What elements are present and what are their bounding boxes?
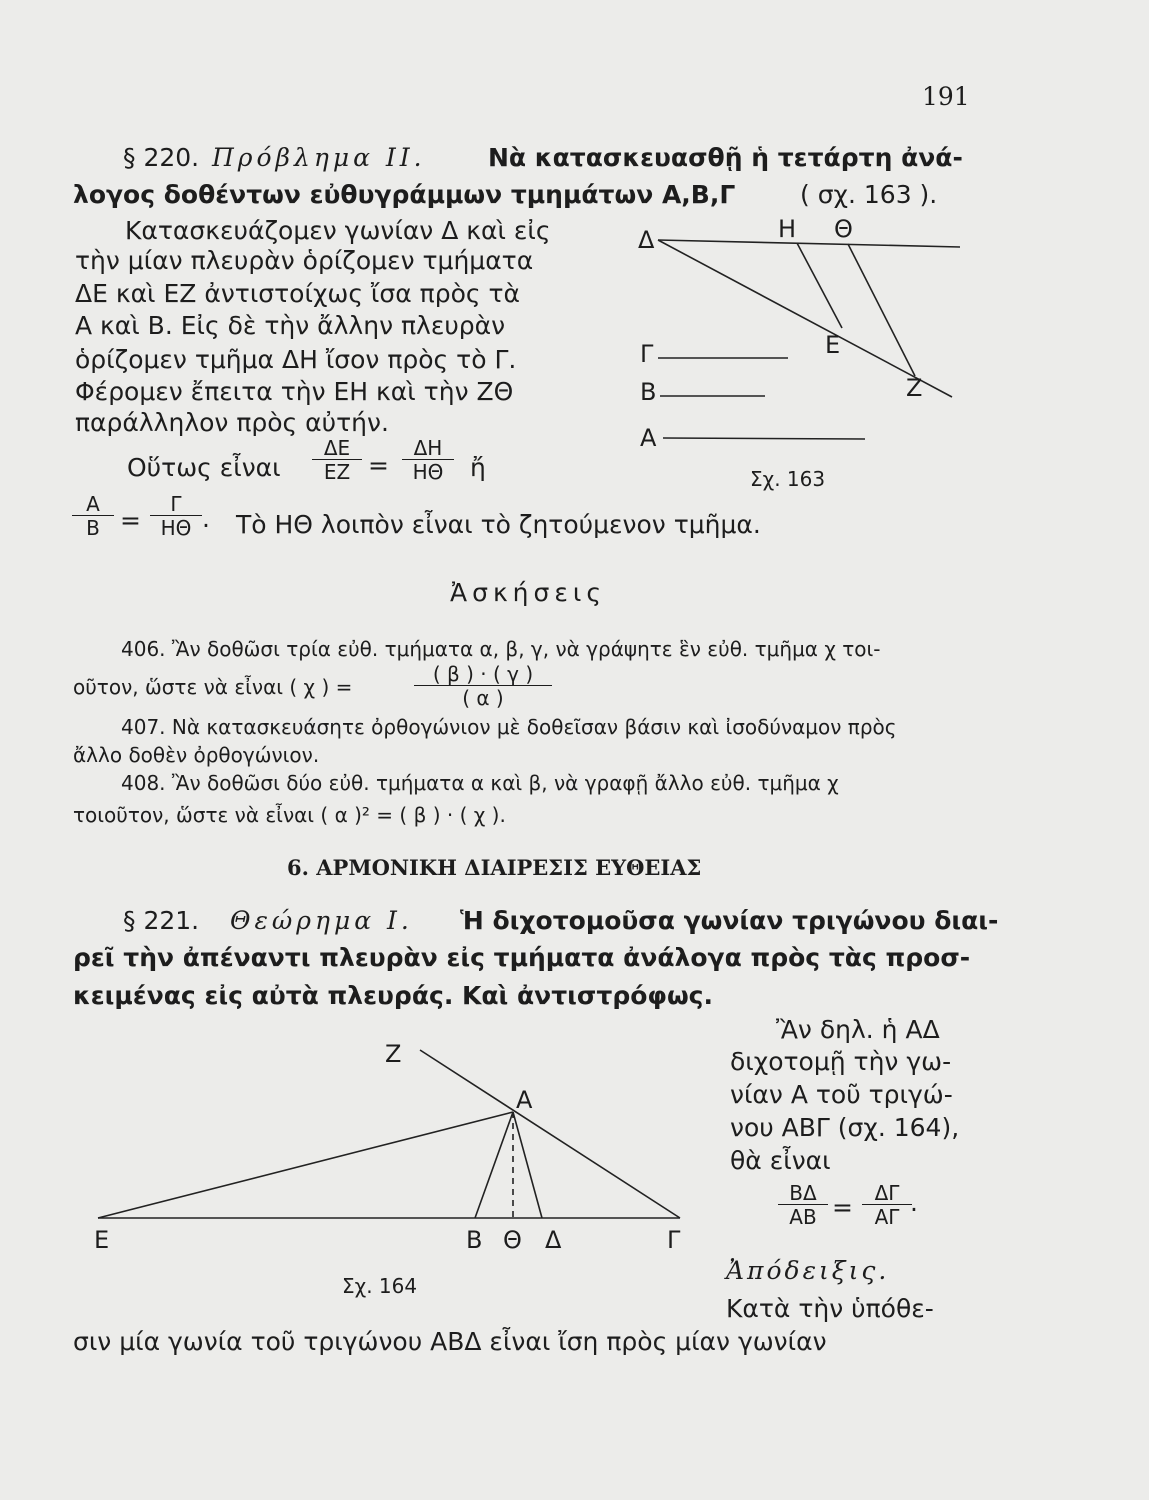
equals-sign-3: = (832, 1193, 853, 1222)
fraction-bd-ab: $\frac{B\Delta}{AB}$ (778, 1183, 828, 1227)
exercise-407-line-2: ἄλλο δοθὲν ὀρθογώνιον. (73, 743, 320, 767)
fraction-dg-ag: $\frac{\Delta\Gamma}{A\Gamma}$ (862, 1183, 912, 1227)
fraction-dot: . (202, 504, 210, 533)
section-220-number: § 220. (123, 143, 200, 172)
section-220-line-7: παράλληλον πρὸς αὐτήν. (75, 408, 389, 437)
fig163-segment-a (663, 438, 865, 439)
section-220-line-1: Κατασκευάζομεν γωνίαν Δ καὶ εἰς (125, 216, 551, 245)
section-220-line-5: ὁρίζομεν τμῆμα ΔΗ ἴσον πρὸς τὸ Γ. (75, 345, 517, 374)
fig164-side-ab (475, 1112, 513, 1218)
equals-sign-2: = (120, 506, 141, 535)
section-220-statement-b: λογος δοθέντων εὐθυγράμμων τμημάτων Α,Β,Γ (73, 180, 736, 209)
section-221-number: § 221. (123, 906, 200, 935)
exercise-406-line-2: οῦτον, ὥστε νὰ εἶναι ( χ ) = (73, 675, 353, 699)
fig164-label-a: Α (516, 1086, 533, 1114)
fig163-upper-ray (658, 240, 960, 247)
section-220-kind: Πρόβλημα ΙΙ. (212, 143, 426, 172)
fig163-label-e: Ε (825, 331, 841, 359)
fraction-dot-2: . (910, 1188, 918, 1217)
fig163-label-z: Ζ (906, 374, 923, 402)
proof-title: Ἀπόδειξις. (726, 1256, 890, 1285)
section-220-statement-a: Νὰ κατασκευασθῇ ἡ τετάρτη ἀνά- (488, 143, 963, 172)
side-line-3: νίαν Α τοῦ τριγώ- (730, 1080, 953, 1109)
fig164-label-th: Θ (503, 1226, 522, 1254)
fig164-line-zg (420, 1050, 680, 1218)
exercise-408-line-2: τοιοῦτον, ὥστε νὰ εἶναι ( α )² = ( β ) · ( χ ). (73, 803, 506, 827)
fig163-label-g: Γ (640, 340, 654, 368)
fig164-label-e: Ε (94, 1226, 110, 1254)
figure-163 (620, 210, 980, 500)
side-line-2: διχοτομῇ τὴν γω- (730, 1047, 952, 1076)
section-220-conclusion: Τὸ ΗΘ λοιπὸν εἶναι τὸ ζητούμενον τμῆμα. (236, 510, 761, 539)
side-line-4: νου ΑΒΓ (σχ. 164), (730, 1113, 960, 1142)
or-word: ἤ (470, 453, 486, 482)
fraction-dh-hth: $\frac{\Delta H}{H\Theta}$ (402, 438, 454, 482)
proof-line-2: σιν μία γωνία τοῦ τριγώνου ΑΒΔ εἶναι ἴση πρὸς μίαν γωνίαν (73, 1327, 827, 1356)
equals-sign: = (368, 451, 389, 480)
exercise-406-fraction: $\frac{( \beta ) \cdot ( \gamma )}{( \alpha )}$ (414, 664, 552, 708)
fig163-label-b: Β (640, 378, 657, 406)
section-221-kind: Θεώρημα Ι. (230, 906, 413, 935)
fraction-a-b: $\frac{A}{B}$ (72, 494, 114, 538)
so-text: Οὕτως εἶναι (127, 453, 281, 482)
fraction-g-hth: $\frac{\Gamma}{H\Theta}$ (150, 494, 202, 538)
fig163-line-zth (848, 244, 915, 376)
proof-line-1: Κατὰ τὴν ὑπόθε- (726, 1294, 934, 1323)
side-line-5: θὰ εἶναι (730, 1146, 831, 1175)
section-221-statement-b: ρεῖ τὴν ἀπέναντι πλευρὰν εἰς τμήματα ἀνάλογα πρὸς τὰς προσ- (73, 943, 971, 972)
section-220-line-4: Α καὶ Β. Εἰς δὲ τὴν ἄλλην πλευρὰν (75, 311, 506, 340)
exercise-407-line-1: 407. Νὰ κατασκευάσητε ὀρθογώνιον μὲ δοθεῖσαν βάσιν καὶ ἰσοδύναμον πρὸς (121, 715, 897, 739)
section-221-statement-c: κειμένας εἰς αὐτὰ πλευράς. Καὶ ἀντιστρόφως. (73, 981, 714, 1010)
section-220-line-6: Φέρομεν ἔπειτα τὴν ΕΗ καὶ τὴν ΖΘ (75, 377, 514, 406)
fig163-label-a: Α (640, 424, 657, 452)
side-line-1: Ἂν δηλ. ἡ ΑΔ (776, 1015, 940, 1044)
section-220-line-3: ΔΕ καὶ ΕΖ ἀντιστοίχως ἴσα πρὸς τὰ (75, 279, 521, 308)
section-220-fig-ref: ( σχ. 163 ). (800, 180, 938, 209)
fig163-caption: Σχ. 163 (750, 467, 826, 491)
exercise-406-line-1: 406. Ἂν δοθῶσι τρία εὐθ. τμήματα α, β, γ, νὰ γράψητε ἓν εὐθ. τμῆμα χ τοι- (121, 637, 881, 661)
fig163-line-eh (797, 243, 842, 328)
fraction-de-ez: $\frac{\Delta E}{EZ}$ (312, 438, 362, 482)
fig164-label-d: Δ (545, 1226, 562, 1254)
fig164-bisector-ad (513, 1112, 542, 1218)
fig164-label-b: Β (466, 1226, 483, 1254)
fig164-line-ea (98, 1112, 513, 1218)
fig163-label-d: Δ (638, 226, 655, 254)
fig163-label-h: Η (778, 215, 797, 243)
exercise-408-line-1: 408. Ἂν δοθῶσι δύο εὐθ. τμήματα α καὶ β, νὰ γραφῇ ἄλλο εὐθ. τμῆμα χ (121, 771, 839, 795)
fig163-label-th: Θ (834, 215, 853, 243)
exercises-title: Ἀσκήσεις (450, 578, 607, 607)
fig164-label-g: Γ (667, 1226, 681, 1254)
section-221-statement-a: Ἡ διχοτομοῦσα γωνίαν τριγώνου διαι- (460, 906, 999, 935)
page-number: 191 (922, 82, 970, 111)
fig164-caption: Σχ. 164 (342, 1274, 418, 1298)
figure-164 (80, 1030, 710, 1310)
chapter-heading: 6. ΑΡΜΟΝΙΚΗ ΔΙΑΙΡΕΣΙΣ ΕΥΘΕΙΑΣ (287, 855, 702, 880)
section-220-line-2: τὴν μίαν πλευρὰν ὁρίζομεν τμήματα (75, 246, 534, 275)
fig164-label-z: Ζ (385, 1040, 402, 1068)
